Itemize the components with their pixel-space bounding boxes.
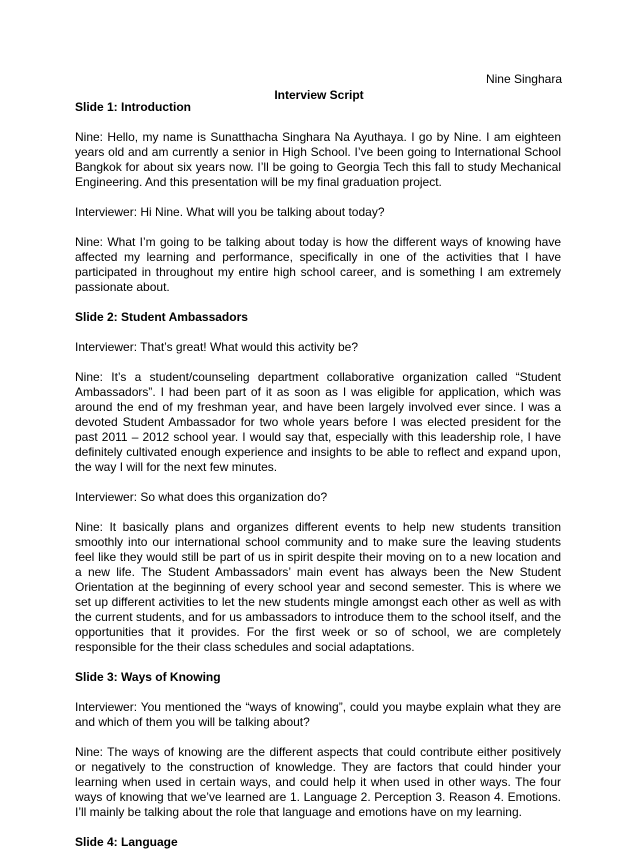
- script-paragraph: Nine: Hello, my name is Sunatthacha Singhara Na Ayuthaya. I go by Nine. I am eighteen years old and am currently a senior in High School. I’ve been going to International School Bangkok for about six years now. I’ll be going to Georgia Tech this fall to study Mechanical Engineering. And this presentation will be my final graduation project.: [75, 130, 561, 189]
- author-name: Nine Singhara: [485, 72, 562, 86]
- slide-heading: Slide 2: Student Ambassadors: [75, 310, 248, 324]
- document-title: Interview Script: [274, 88, 364, 102]
- script-paragraph: Nine: It basically plans and organizes different events to help new students transition smoothly into our international school community and to make sure the leaving students feel like they would still be part of us in spirit despite their moving on to a new location and a new life. The Student Ambassadors’ main event has always been the New Student Orientation at the beginning of every school year and second semester. This is where we set up different activities to let the new students mingle amongst each other as well as with the current students, and for us ambassadors to introduce them to the school itself, and the opportunities that it provides. For the first week or so of school, we are completely responsible for the their class schedules and social adaptations.: [75, 520, 561, 654]
- script-paragraph: Interviewer: So what does this organization do?: [75, 490, 328, 504]
- script-paragraph: Interviewer: Hi Nine. What will you be talking about today?: [75, 205, 385, 219]
- slide-heading: Slide 3: Ways of Knowing: [75, 670, 221, 684]
- script-paragraph: Nine: It’s a student/counseling department collaborative organization called “Student Ambassadors”. I had been part of it as soon as I was eligible for application, which was around the end of my freshman year, and have been largely involved ever since. I was a devoted Student Ambassador for two whole years before I was elected president for the past 2011 – 2012 school year. I would say that, especially with this leadership role, I have definitely cultivated enough experience and insights to be able to reflect and expand upon, the way I will for the next few minutes.: [75, 370, 561, 474]
- slide-heading: Slide 1: Introduction: [75, 100, 191, 114]
- document-body: [75, 100, 561, 865]
- script-paragraph: Nine: The ways of knowing are the different aspects that could contribute either positively or negatively to the construction of knowledge. They are factors that could hinder your learning when used in certain ways, and could help it when used in other ways. The four ways of knowing that we’ve learned are 1. Language 2. Perception 3. Reason 4. Emotions. I’ll mainly be talking about the role that language and emotions have on my learning.: [75, 745, 561, 819]
- script-paragraph: Interviewer: You mentioned the “ways of knowing”, could you maybe explain what they are and which of them you will be talking about?: [75, 700, 561, 729]
- script-paragraph: Interviewer: That’s great! What would this activity be?: [75, 340, 359, 354]
- slide-heading: Slide 4: Language: [75, 835, 178, 849]
- script-paragraph: Nine: What I’m going to be talking about today is how the different ways of knowing have affected my learning and performance, specifically in one of the activities that I have participated in throughout my entire high school career, and is something I am extremely passionate about.: [75, 235, 561, 294]
